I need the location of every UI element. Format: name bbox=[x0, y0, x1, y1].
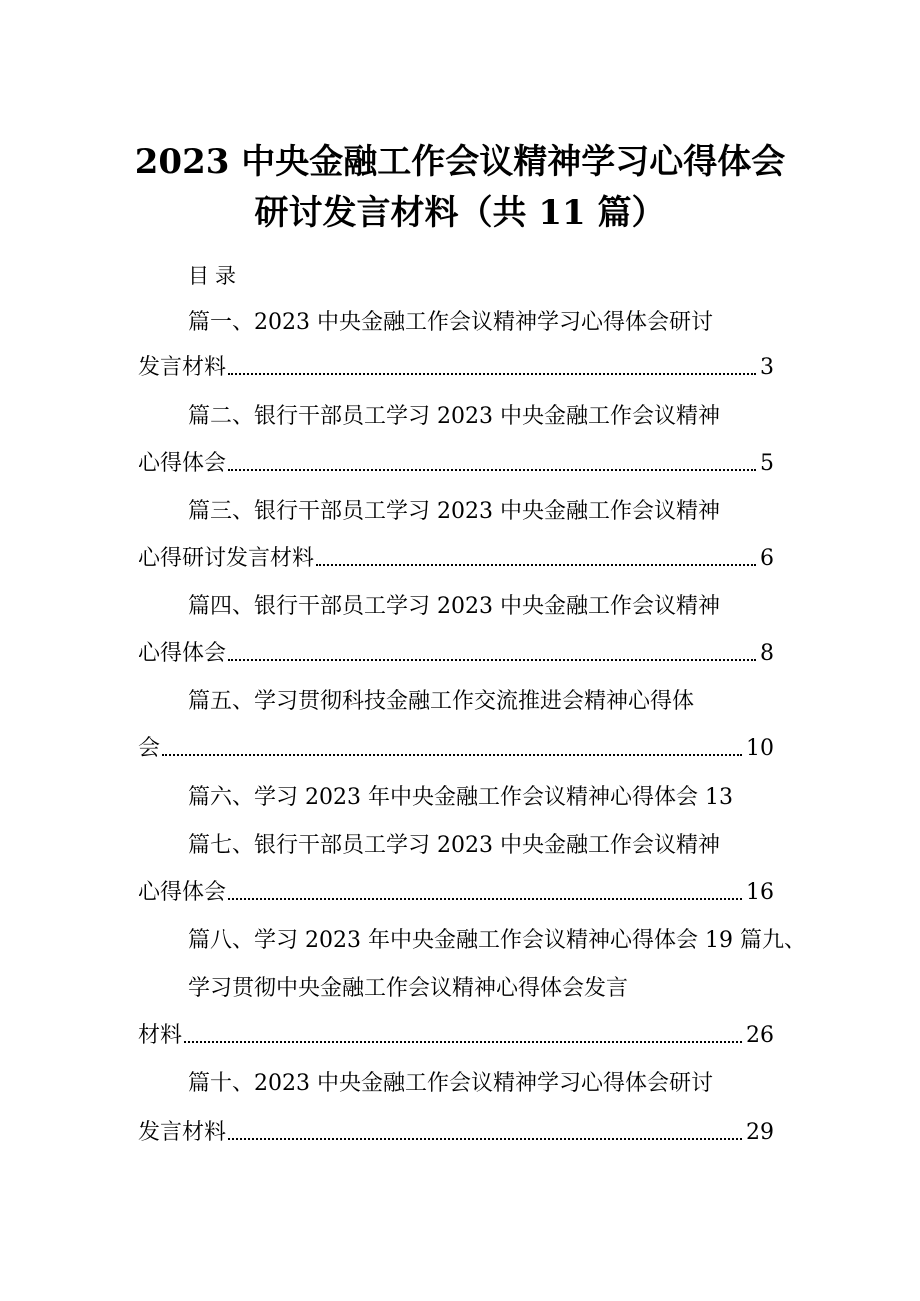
toc-entry-5-title-cont: 会 bbox=[138, 736, 161, 761]
toc-entry-4-title-cont: 心得体会 bbox=[138, 641, 227, 666]
toc-entry-1-title-cont: 发言材料 bbox=[138, 355, 227, 380]
toc-entry-3-title: 篇三、银行干部员工学习 2023 中央金融工作会议精神 bbox=[188, 499, 720, 524]
toc-entry-6-title: 篇六、学习 2023 年中央金融工作会议精神心得体会 13 bbox=[188, 785, 733, 810]
toc-entry-4-row bbox=[138, 640, 774, 668]
toc-entry-2-title: 篇二、银行干部员工学习 2023 中央金融工作会议精神 bbox=[188, 404, 720, 429]
toc-entry-3-row bbox=[138, 545, 774, 573]
toc-entry-1-row bbox=[138, 354, 774, 382]
toc-entry-3-title-cont: 心得研讨发言材料 bbox=[138, 546, 315, 571]
toc-leader-dots bbox=[228, 1137, 742, 1140]
toc-entry-9-title-cont: 材料 bbox=[138, 1023, 183, 1048]
toc-leader-dots bbox=[316, 563, 756, 566]
toc-entry-8-title: 篇八、学习 2023 年中央金融工作会议精神心得体会 19 篇九、 bbox=[188, 928, 806, 953]
toc-entry-4-title: 篇四、银行干部员工学习 2023 中央金融工作会议精神 bbox=[188, 594, 720, 619]
toc-leader-dots bbox=[184, 1040, 742, 1043]
toc-entry-9-row bbox=[138, 1022, 774, 1050]
toc-entry-10-row bbox=[138, 1119, 774, 1147]
toc-entry-9-title: 学习贯彻中央金融工作会议精神心得体会发言 bbox=[188, 976, 629, 1001]
toc-entry-2-row bbox=[138, 450, 774, 478]
toc-entry-9-page: 26 bbox=[746, 1023, 774, 1048]
toc-entry-4-page: 8 bbox=[760, 641, 774, 666]
toc-entry-7-row bbox=[138, 879, 774, 907]
toc-entry-5-title: 篇五、学习贯彻科技金融工作交流推进会精神心得体 bbox=[188, 689, 695, 714]
toc-entry-1-page: 3 bbox=[760, 355, 774, 380]
toc-entry-10-title-cont: 发言材料 bbox=[138, 1120, 227, 1145]
toc-entry-2-page: 5 bbox=[760, 451, 774, 476]
toc-entry-10-page: 29 bbox=[746, 1120, 774, 1145]
document-title-line-1: 2023 中央金融工作会议精神学习心得体会 bbox=[134, 142, 786, 182]
toc-leader-dots bbox=[228, 372, 756, 375]
toc-entry-7-title: 篇七、银行干部员工学习 2023 中央金融工作会议精神 bbox=[188, 833, 720, 858]
toc-entry-10-title: 篇十、2023 中央金融工作会议精神学习心得体会研讨 bbox=[188, 1071, 713, 1096]
document-title-line-2: 研讨发言材料（共 11 篇） bbox=[254, 193, 666, 233]
toc-leader-dots bbox=[228, 658, 756, 661]
toc-entry-7-page: 16 bbox=[746, 880, 774, 905]
toc-entry-5-row bbox=[138, 735, 774, 763]
toc-heading: 目录 bbox=[188, 264, 242, 288]
toc-leader-dots bbox=[162, 753, 742, 756]
toc-entry-1-title: 篇一、2023 中央金融工作会议精神学习心得体会研讨 bbox=[188, 310, 713, 335]
toc-leader-dots bbox=[228, 468, 756, 471]
toc-entry-7-title-cont: 心得体会 bbox=[138, 880, 227, 905]
toc-entry-5-page: 10 bbox=[746, 736, 774, 761]
toc-entry-2-title-cont: 心得体会 bbox=[138, 451, 227, 476]
toc-entry-3-page: 6 bbox=[760, 546, 774, 571]
toc-leader-dots bbox=[228, 897, 742, 900]
